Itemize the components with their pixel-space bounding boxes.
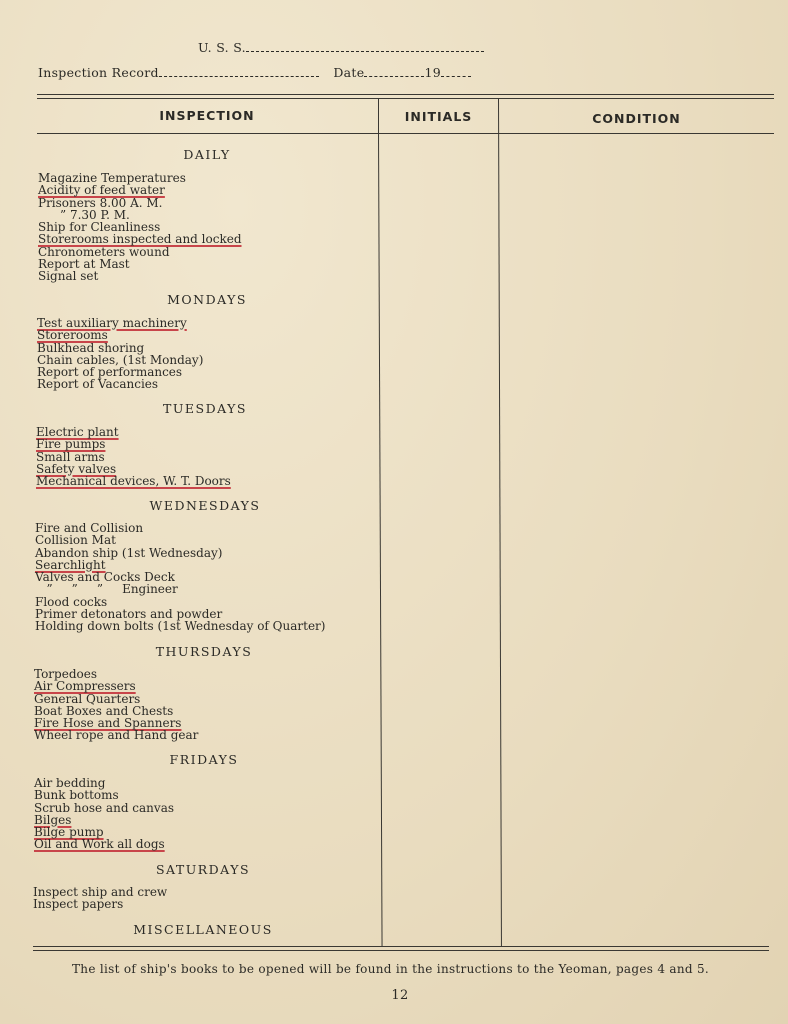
list-item: Scrub hose and canvas [34,800,175,815]
section-items-tuesdays [36,426,231,487]
list-item: Oil and Work all dogs [34,837,165,852]
list-item: Small arms [36,449,105,464]
list-item: Bunk bottoms [34,788,119,803]
list-item: Bilges [34,812,72,827]
inspection-record-label: Inspection Record [38,65,159,80]
list-item: Electric plant [36,425,119,439]
section-items-thursdays [34,668,198,742]
section-title-thursdays: THURSDAYS [155,644,253,659]
top-rule-2 [37,98,774,99]
column-header-condition: CONDITION [592,111,681,126]
section-title-mondays: MONDAYS [167,292,247,307]
list-item: Fire pumps [36,437,106,452]
list-item: Fire Hose and Spanners [34,716,182,731]
list-item: Test auxiliary machinery [37,316,187,330]
section-items-wednesdays [35,522,325,633]
list-item: Report of Vacancies [37,377,159,392]
list-item: Chain cables, (1st Monday) [37,352,204,367]
list-item: Storerooms [37,328,108,343]
section-items-saturdays [33,886,167,911]
section-title-daily: DAILY [183,147,231,162]
uss-label: U. S. S. [198,40,246,55]
list-item: Inspect ship and crew [33,885,168,899]
list-item: Acidity of feed water [38,183,165,198]
inspection-record-field [38,65,471,80]
column-header-inspection: INSPECTION [159,108,255,123]
list-item: Searchlight [35,557,106,572]
page-number: 12 [391,988,409,1003]
section-title-wednesdays: WEDNESDAYS [149,498,261,513]
inspection-record-blank [159,66,319,77]
uss-blank [246,41,484,52]
list-item: Report of performances [37,365,183,380]
list-item: Inspect papers [33,897,124,912]
list-item: Prisoners 8.00 A. M. [38,195,163,210]
list-item: Primer detonators and powder [35,607,223,622]
list-item: Ship for Cleanliness [38,220,161,235]
list-item: Collision Mat [35,533,116,548]
date-label: Date [333,65,365,80]
column-header-initials: INITIALS [404,109,473,124]
list-item: General Quarters [34,691,141,706]
list-item: Wheel rope and Hand gear [34,728,199,743]
list-item: Bilge pump [34,825,104,840]
condition-divider [498,98,502,946]
footer-note: The list of ship's books to be opened will be found in the instructions to the Yeoman, pages 4 and 5. [72,962,710,976]
list-item: Flood cocks [35,594,108,609]
list-item: ” 7.30 P. M. [60,207,130,222]
list-item: Bulkhead shoring [37,340,145,355]
list-item: Report at Mast [38,257,130,272]
section-title-fridays: FRIDAYS [169,752,239,767]
list-item: Abandon ship (1st Wednesday) [35,545,223,560]
bottom-rule-1 [33,946,769,947]
list-item: Mechanical devices, W. T. Doors [36,474,231,489]
section-items-fridays [34,777,174,851]
list-item: Holding down bolts (1st Wednesday of Quarter) [35,619,326,634]
section-title-miscellaneous: MISCELLANEOUS [133,922,273,937]
year-blank [441,66,471,77]
list-item: Signal set [38,269,99,284]
list-item: ” ” ” Engineer [35,582,178,597]
year-prefix: 19 [424,65,441,80]
section-title-saturdays: SATURDAYS [155,862,251,877]
bottom-rule-2 [33,950,769,951]
list-item: Valves and Cocks Deck [35,570,175,585]
list-item: Air bedding [34,776,106,790]
uss-field [198,40,484,55]
list-item: Magazine Temperatures [38,171,186,185]
date-blank [364,66,424,77]
list-item: Chronometers wound [38,244,170,259]
list-item: Air Compressers [34,679,136,694]
section-items-daily [38,172,242,283]
list-item: Fire and Collision [35,521,144,535]
list-item: Torpedoes [34,667,97,681]
top-rule-1 [37,94,774,95]
list-item: Safety valves [36,461,117,476]
list-item: Storerooms inspected and locked [38,232,242,247]
header-bottom-rule [37,133,774,134]
section-title-tuesdays: TUESDAYS [163,401,247,416]
initials-divider [378,133,383,946]
section-items-mondays [37,317,203,391]
list-item: Boat Boxes and Chests [34,703,174,718]
